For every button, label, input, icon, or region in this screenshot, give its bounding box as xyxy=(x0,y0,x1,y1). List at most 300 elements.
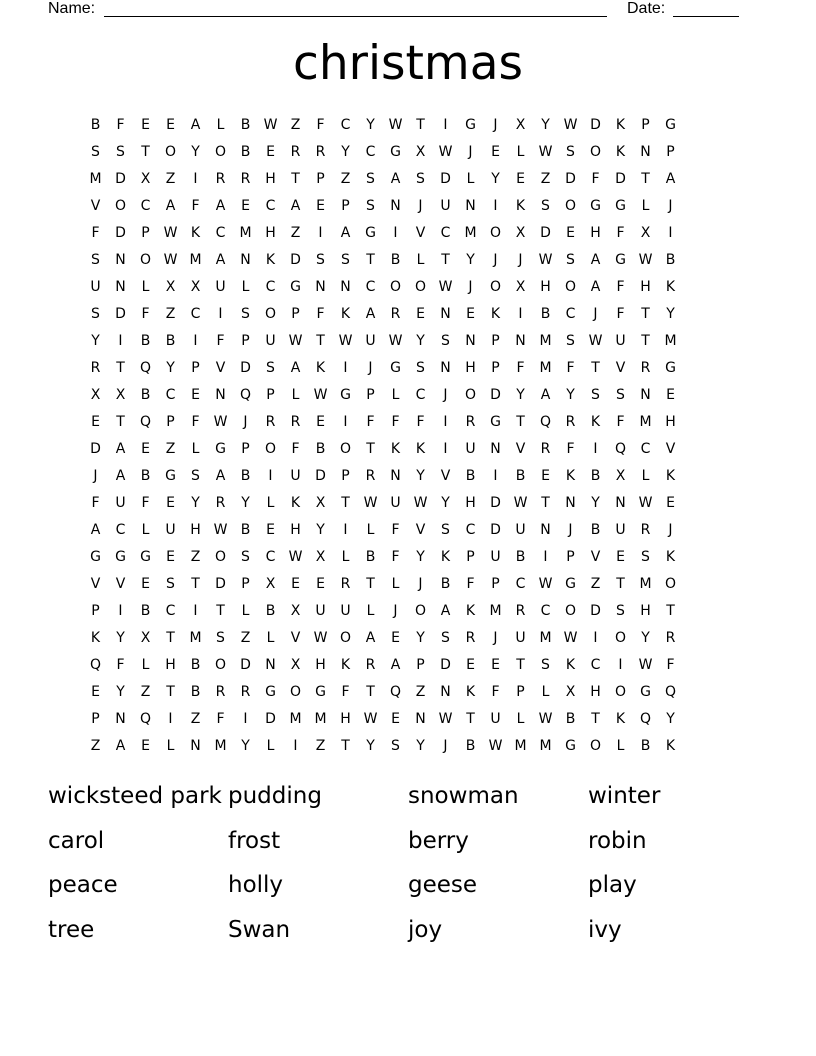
grid-letter: C xyxy=(465,521,476,538)
grid-letter: F xyxy=(141,305,150,322)
grid-letter: W xyxy=(438,278,453,295)
grid-letter: S xyxy=(441,521,450,538)
grid-letter: J xyxy=(468,278,473,295)
grid-letter: A xyxy=(390,656,401,673)
grid-letter: T xyxy=(641,332,650,349)
grid-letter: A xyxy=(165,197,176,214)
grid-letter: M xyxy=(189,251,202,268)
grid-letter: Z xyxy=(190,548,201,565)
grid-letter: W xyxy=(338,332,353,349)
grid-letter: J xyxy=(443,737,448,754)
grid-letter: L xyxy=(166,737,175,754)
grid-letter: O xyxy=(264,440,277,457)
grid-letter: Q xyxy=(664,683,677,700)
grid-letter: S xyxy=(616,602,625,619)
grid-letter: C xyxy=(165,602,176,619)
grid-letter: U xyxy=(615,332,626,349)
grid-letter: F xyxy=(566,440,575,457)
grid-letter: P xyxy=(516,683,525,700)
grid-letter: S xyxy=(441,629,450,646)
grid-letter: K xyxy=(590,413,601,430)
grid-letter: D xyxy=(265,710,276,727)
grid-letter: F xyxy=(316,116,325,133)
grid-letter: F xyxy=(116,116,125,133)
grid-letter: B xyxy=(240,467,251,484)
grid-letter: Y xyxy=(666,710,675,727)
grid-letter: X xyxy=(415,143,426,160)
grid-letter: T xyxy=(216,602,225,619)
grid-letter: X xyxy=(615,467,626,484)
grid-letter: B xyxy=(440,575,451,592)
grid-letter: V xyxy=(415,521,426,538)
grid-letter: B xyxy=(565,710,576,727)
grid-letter: U xyxy=(440,197,451,214)
grid-letter: Z xyxy=(165,305,176,322)
grid-letter: O xyxy=(139,251,152,268)
grid-letter: E xyxy=(241,197,250,214)
grid-letter: A xyxy=(390,170,401,187)
header xyxy=(48,0,748,20)
grid-letter: N xyxy=(515,332,526,349)
grid-letter: B xyxy=(240,116,251,133)
grid-row xyxy=(83,462,733,489)
grid-letter: W xyxy=(638,251,653,268)
grid-letter: L xyxy=(516,710,525,727)
grid-letter: Y xyxy=(366,116,375,133)
grid-letter: O xyxy=(614,683,627,700)
grid-letter: L xyxy=(366,521,375,538)
grid-letter: T xyxy=(416,116,425,133)
grid-letter: K xyxy=(415,440,426,457)
grid-letter: P xyxy=(291,305,300,322)
grid-letter: C xyxy=(540,602,551,619)
word-bank-item: pudding xyxy=(228,783,322,809)
grid-letter: J xyxy=(418,197,423,214)
grid-letter: E xyxy=(141,737,150,754)
grid-letter: X xyxy=(290,656,301,673)
grid-letter: F xyxy=(216,332,225,349)
grid-letter: P xyxy=(566,548,575,565)
grid-letter: F xyxy=(566,359,575,376)
grid-letter: F xyxy=(191,197,200,214)
grid-letter: L xyxy=(266,494,275,511)
grid-letter: K xyxy=(340,305,351,322)
grid-letter: N xyxy=(615,494,626,511)
grid-letter: C xyxy=(215,224,226,241)
grid-letter: O xyxy=(664,575,677,592)
grid-letter: N xyxy=(115,710,126,727)
grid-letter: Z xyxy=(240,629,251,646)
grid-letter: E xyxy=(516,170,525,187)
grid-letter: I xyxy=(193,602,198,619)
grid-letter: P xyxy=(166,413,175,430)
grid-letter: O xyxy=(389,278,402,295)
grid-letter: E xyxy=(166,116,175,133)
grid-letter: Y xyxy=(241,494,250,511)
grid-letter: B xyxy=(240,521,251,538)
grid-letter: O xyxy=(214,656,227,673)
grid-letter: P xyxy=(241,575,250,592)
grid-letter: T xyxy=(541,494,550,511)
grid-letter: U xyxy=(515,629,526,646)
grid-letter: D xyxy=(590,602,601,619)
grid-letter: T xyxy=(591,359,600,376)
grid-letter: D xyxy=(240,656,251,673)
grid-letter: F xyxy=(616,305,625,322)
grid-letter: I xyxy=(268,467,273,484)
grid-letter: E xyxy=(316,575,325,592)
grid-letter: A xyxy=(115,737,126,754)
grid-letter: E xyxy=(266,521,275,538)
grid-letter: A xyxy=(540,386,551,403)
grid-letter: F xyxy=(516,359,525,376)
grid-letter: B xyxy=(240,143,251,160)
grid-letter: W xyxy=(588,332,603,349)
grid-letter: A xyxy=(90,521,101,538)
grid-row xyxy=(83,516,733,543)
grid-letter: Y xyxy=(191,494,200,511)
grid-letter: X xyxy=(565,683,576,700)
grid-letter: T xyxy=(441,251,450,268)
grid-letter: C xyxy=(140,197,151,214)
grid-letter: F xyxy=(491,683,500,700)
grid-letter: C xyxy=(365,278,376,295)
grid-letter: N xyxy=(115,278,126,295)
grid-letter: D xyxy=(440,656,451,673)
grid-letter: G xyxy=(390,143,401,160)
grid-letter: Y xyxy=(116,629,125,646)
grid-letter: F xyxy=(316,305,325,322)
grid-letter: J xyxy=(568,521,573,538)
grid-letter: E xyxy=(541,467,550,484)
grid-letter: Y xyxy=(366,737,375,754)
word-bank-item: ivy xyxy=(588,916,622,943)
grid-letter: G xyxy=(90,548,101,565)
grid-letter: F xyxy=(666,656,675,673)
grid-letter: S xyxy=(216,629,225,646)
word-bank xyxy=(48,776,768,954)
grid-letter: R xyxy=(90,359,101,376)
grid-letter: Q xyxy=(89,656,102,673)
grid-letter: A xyxy=(215,251,226,268)
grid-letter: S xyxy=(91,305,100,322)
grid-letter: O xyxy=(339,629,352,646)
grid-letter: Y xyxy=(416,332,425,349)
grid-letter: P xyxy=(491,332,500,349)
grid-letter: E xyxy=(166,494,175,511)
grid-letter: E xyxy=(166,548,175,565)
grid-letter: E xyxy=(616,548,625,565)
grid-letter: H xyxy=(640,278,651,295)
grid-letter: R xyxy=(665,629,676,646)
grid-letter: L xyxy=(141,656,150,673)
grid-letter: Y xyxy=(566,386,575,403)
grid-letter: Q xyxy=(614,440,627,457)
grid-letter: K xyxy=(665,548,676,565)
grid-letter: S xyxy=(541,197,550,214)
grid-letter: Y xyxy=(641,629,650,646)
grid-letter: I xyxy=(243,710,248,727)
grid-letter: Y xyxy=(341,143,350,160)
grid-letter: B xyxy=(140,332,151,349)
grid-letter: F xyxy=(391,548,400,565)
grid-letter: Q xyxy=(139,710,152,727)
grid-letter: G xyxy=(115,548,126,565)
grid-letter: R xyxy=(265,413,276,430)
grid-row xyxy=(83,489,733,516)
grid-letter: J xyxy=(368,359,373,376)
grid-letter: C xyxy=(165,386,176,403)
grid-letter: D xyxy=(615,170,626,187)
grid-letter: A xyxy=(365,305,376,322)
grid-row xyxy=(83,354,733,381)
grid-letter: W xyxy=(563,116,578,133)
grid-letter: G xyxy=(340,386,351,403)
grid-letter: C xyxy=(640,440,651,457)
grid-letter: Z xyxy=(165,440,176,457)
grid-letter: U xyxy=(615,521,626,538)
grid-letter: L xyxy=(141,521,150,538)
grid-letter: U xyxy=(490,548,501,565)
grid-letter: R xyxy=(240,683,251,700)
grid-letter: J xyxy=(418,575,423,592)
grid-letter: S xyxy=(441,332,450,349)
grid-letter: B xyxy=(265,602,276,619)
grid-letter: W xyxy=(638,656,653,673)
grid-letter: H xyxy=(165,656,176,673)
date-blank-line xyxy=(673,16,739,17)
grid-letter: J xyxy=(493,629,498,646)
grid-letter: E xyxy=(141,575,150,592)
grid-letter: V xyxy=(290,629,301,646)
grid-letter: R xyxy=(215,683,226,700)
grid-letter: A xyxy=(590,251,601,268)
grid-letter: M xyxy=(539,629,552,646)
grid-letter: F xyxy=(616,224,625,241)
grid-letter: E xyxy=(141,116,150,133)
grid-letter: O xyxy=(214,143,227,160)
grid-letter: P xyxy=(191,359,200,376)
grid-letter: K xyxy=(565,467,576,484)
grid-letter: F xyxy=(391,521,400,538)
grid-letter: N xyxy=(215,386,226,403)
grid-letter: B xyxy=(140,467,151,484)
grid-letter: N xyxy=(465,332,476,349)
grid-letter: W xyxy=(388,332,403,349)
grid-letter: T xyxy=(366,440,375,457)
grid-letter: R xyxy=(215,170,226,187)
grid-letter: N xyxy=(415,710,426,727)
grid-letter: O xyxy=(564,278,577,295)
grid-letter: I xyxy=(543,548,548,565)
grid-letter: Z xyxy=(540,170,551,187)
grid-letter: J xyxy=(668,197,673,214)
grid-letter: V xyxy=(515,440,526,457)
grid-letter: Z xyxy=(590,575,601,592)
grid-letter: F xyxy=(616,278,625,295)
grid-letter: E xyxy=(666,494,675,511)
grid-letter: W xyxy=(288,332,303,349)
word-bank-item: wicksteed park xyxy=(48,783,222,809)
grid-letter: W xyxy=(263,116,278,133)
grid-letter: I xyxy=(343,521,348,538)
grid-letter: S xyxy=(566,251,575,268)
grid-letter: M xyxy=(289,710,302,727)
grid-letter: K xyxy=(315,359,326,376)
grid-letter: N xyxy=(640,143,651,160)
grid-letter: I xyxy=(193,170,198,187)
grid-letter: R xyxy=(315,143,326,160)
grid-letter: F xyxy=(466,575,475,592)
grid-letter: I xyxy=(443,413,448,430)
page-title: christmas xyxy=(293,36,523,91)
grid-letter: E xyxy=(141,440,150,457)
grid-letter: A xyxy=(590,278,601,295)
grid-letter: R xyxy=(290,143,301,160)
grid-letter: Q xyxy=(539,413,552,430)
grid-letter: E xyxy=(566,224,575,241)
grid-letter: M xyxy=(639,575,652,592)
grid-letter: G xyxy=(265,683,276,700)
grid-letter: H xyxy=(590,224,601,241)
grid-row xyxy=(83,408,733,435)
grid-letter: N xyxy=(490,440,501,457)
grid-letter: L xyxy=(291,386,300,403)
grid-letter: O xyxy=(489,278,502,295)
grid-letter: K xyxy=(665,278,676,295)
grid-letter: G xyxy=(215,440,226,457)
grid-letter: P xyxy=(141,224,150,241)
grid-letter: B xyxy=(315,440,326,457)
grid-letter: X xyxy=(115,386,126,403)
grid-letter: T xyxy=(116,413,125,430)
grid-letter: I xyxy=(443,116,448,133)
grid-letter: J xyxy=(593,305,598,322)
grid-letter: D xyxy=(315,467,326,484)
grid-letter: T xyxy=(516,413,525,430)
grid-letter: H xyxy=(190,521,201,538)
grid-letter: Y xyxy=(191,143,200,160)
grid-letter: E xyxy=(391,629,400,646)
grid-letter: X xyxy=(140,629,151,646)
grid-letter: Z xyxy=(190,710,201,727)
grid-letter: N xyxy=(315,278,326,295)
grid-letter: X xyxy=(640,224,651,241)
grid-letter: A xyxy=(340,224,351,241)
grid-letter: C xyxy=(415,386,426,403)
grid-letter: O xyxy=(589,737,602,754)
grid-letter: Y xyxy=(516,386,525,403)
grid-letter: W xyxy=(313,629,328,646)
grid-letter: U xyxy=(340,602,351,619)
grid-letter: R xyxy=(365,467,376,484)
grid-letter: O xyxy=(414,602,427,619)
grid-letter: U xyxy=(465,440,476,457)
grid-letter: L xyxy=(241,278,250,295)
grid-letter: X xyxy=(165,278,176,295)
grid-letter: L xyxy=(366,602,375,619)
grid-letter: I xyxy=(618,656,623,673)
grid-letter: S xyxy=(566,143,575,160)
grid-letter: E xyxy=(266,143,275,160)
letter-grid xyxy=(83,111,733,759)
grid-letter: U xyxy=(115,494,126,511)
grid-letter: E xyxy=(416,305,425,322)
grid-letter: N xyxy=(440,683,451,700)
grid-letter: P xyxy=(416,656,425,673)
word-bank-item: peace xyxy=(48,872,118,898)
grid-letter: T xyxy=(166,683,175,700)
grid-letter: J xyxy=(493,251,498,268)
grid-letter: C xyxy=(265,548,276,565)
grid-letter: W xyxy=(563,629,578,646)
grid-row xyxy=(83,624,733,651)
grid-letter: J xyxy=(243,413,248,430)
grid-letter: K xyxy=(190,224,201,241)
grid-letter: T xyxy=(616,575,625,592)
grid-letter: L xyxy=(241,602,250,619)
grid-letter: S xyxy=(91,251,100,268)
grid-letter: B xyxy=(140,386,151,403)
grid-letter: D xyxy=(490,494,501,511)
grid-letter: W xyxy=(163,251,178,268)
grid-letter: I xyxy=(118,602,123,619)
grid-letter: R xyxy=(565,413,576,430)
grid-letter: M xyxy=(514,737,527,754)
grid-letter: I xyxy=(393,224,398,241)
grid-letter: M xyxy=(89,170,102,187)
grid-letter: C xyxy=(265,278,276,295)
grid-letter: D xyxy=(115,170,126,187)
grid-row xyxy=(83,165,733,192)
grid-letter: K xyxy=(465,683,476,700)
grid-letter: E xyxy=(491,656,500,673)
grid-letter: U xyxy=(315,602,326,619)
word-bank-item: play xyxy=(588,872,637,898)
grid-letter: V xyxy=(440,467,451,484)
grid-letter: Q xyxy=(139,359,152,376)
grid-letter: S xyxy=(166,575,175,592)
grid-letter: F xyxy=(141,494,150,511)
grid-letter: S xyxy=(341,251,350,268)
grid-letter: C xyxy=(365,143,376,160)
grid-letter: K xyxy=(465,602,476,619)
grid-letter: Y xyxy=(416,467,425,484)
grid-letter: N xyxy=(440,359,451,376)
grid-letter: Z xyxy=(290,116,301,133)
grid-letter: G xyxy=(615,251,626,268)
word-bank-item: Swan xyxy=(228,916,291,943)
grid-letter: W xyxy=(213,413,228,430)
grid-letter: W xyxy=(538,143,553,160)
grid-letter: S xyxy=(241,548,250,565)
grid-letter: C xyxy=(115,521,126,538)
grid-letter: D xyxy=(440,170,451,187)
grid-letter: N xyxy=(265,656,276,673)
grid-letter: N xyxy=(190,737,201,754)
grid-letter: M xyxy=(539,332,552,349)
grid-letter: G xyxy=(390,359,401,376)
grid-letter: U xyxy=(490,710,501,727)
grid-letter: I xyxy=(343,413,348,430)
grid-letter: F xyxy=(91,224,100,241)
grid-letter: T xyxy=(166,629,175,646)
grid-letter: H xyxy=(465,359,476,376)
grid-letter: V xyxy=(115,575,126,592)
grid-row xyxy=(83,543,733,570)
grid-letter: O xyxy=(414,278,427,295)
grid-letter: S xyxy=(641,548,650,565)
